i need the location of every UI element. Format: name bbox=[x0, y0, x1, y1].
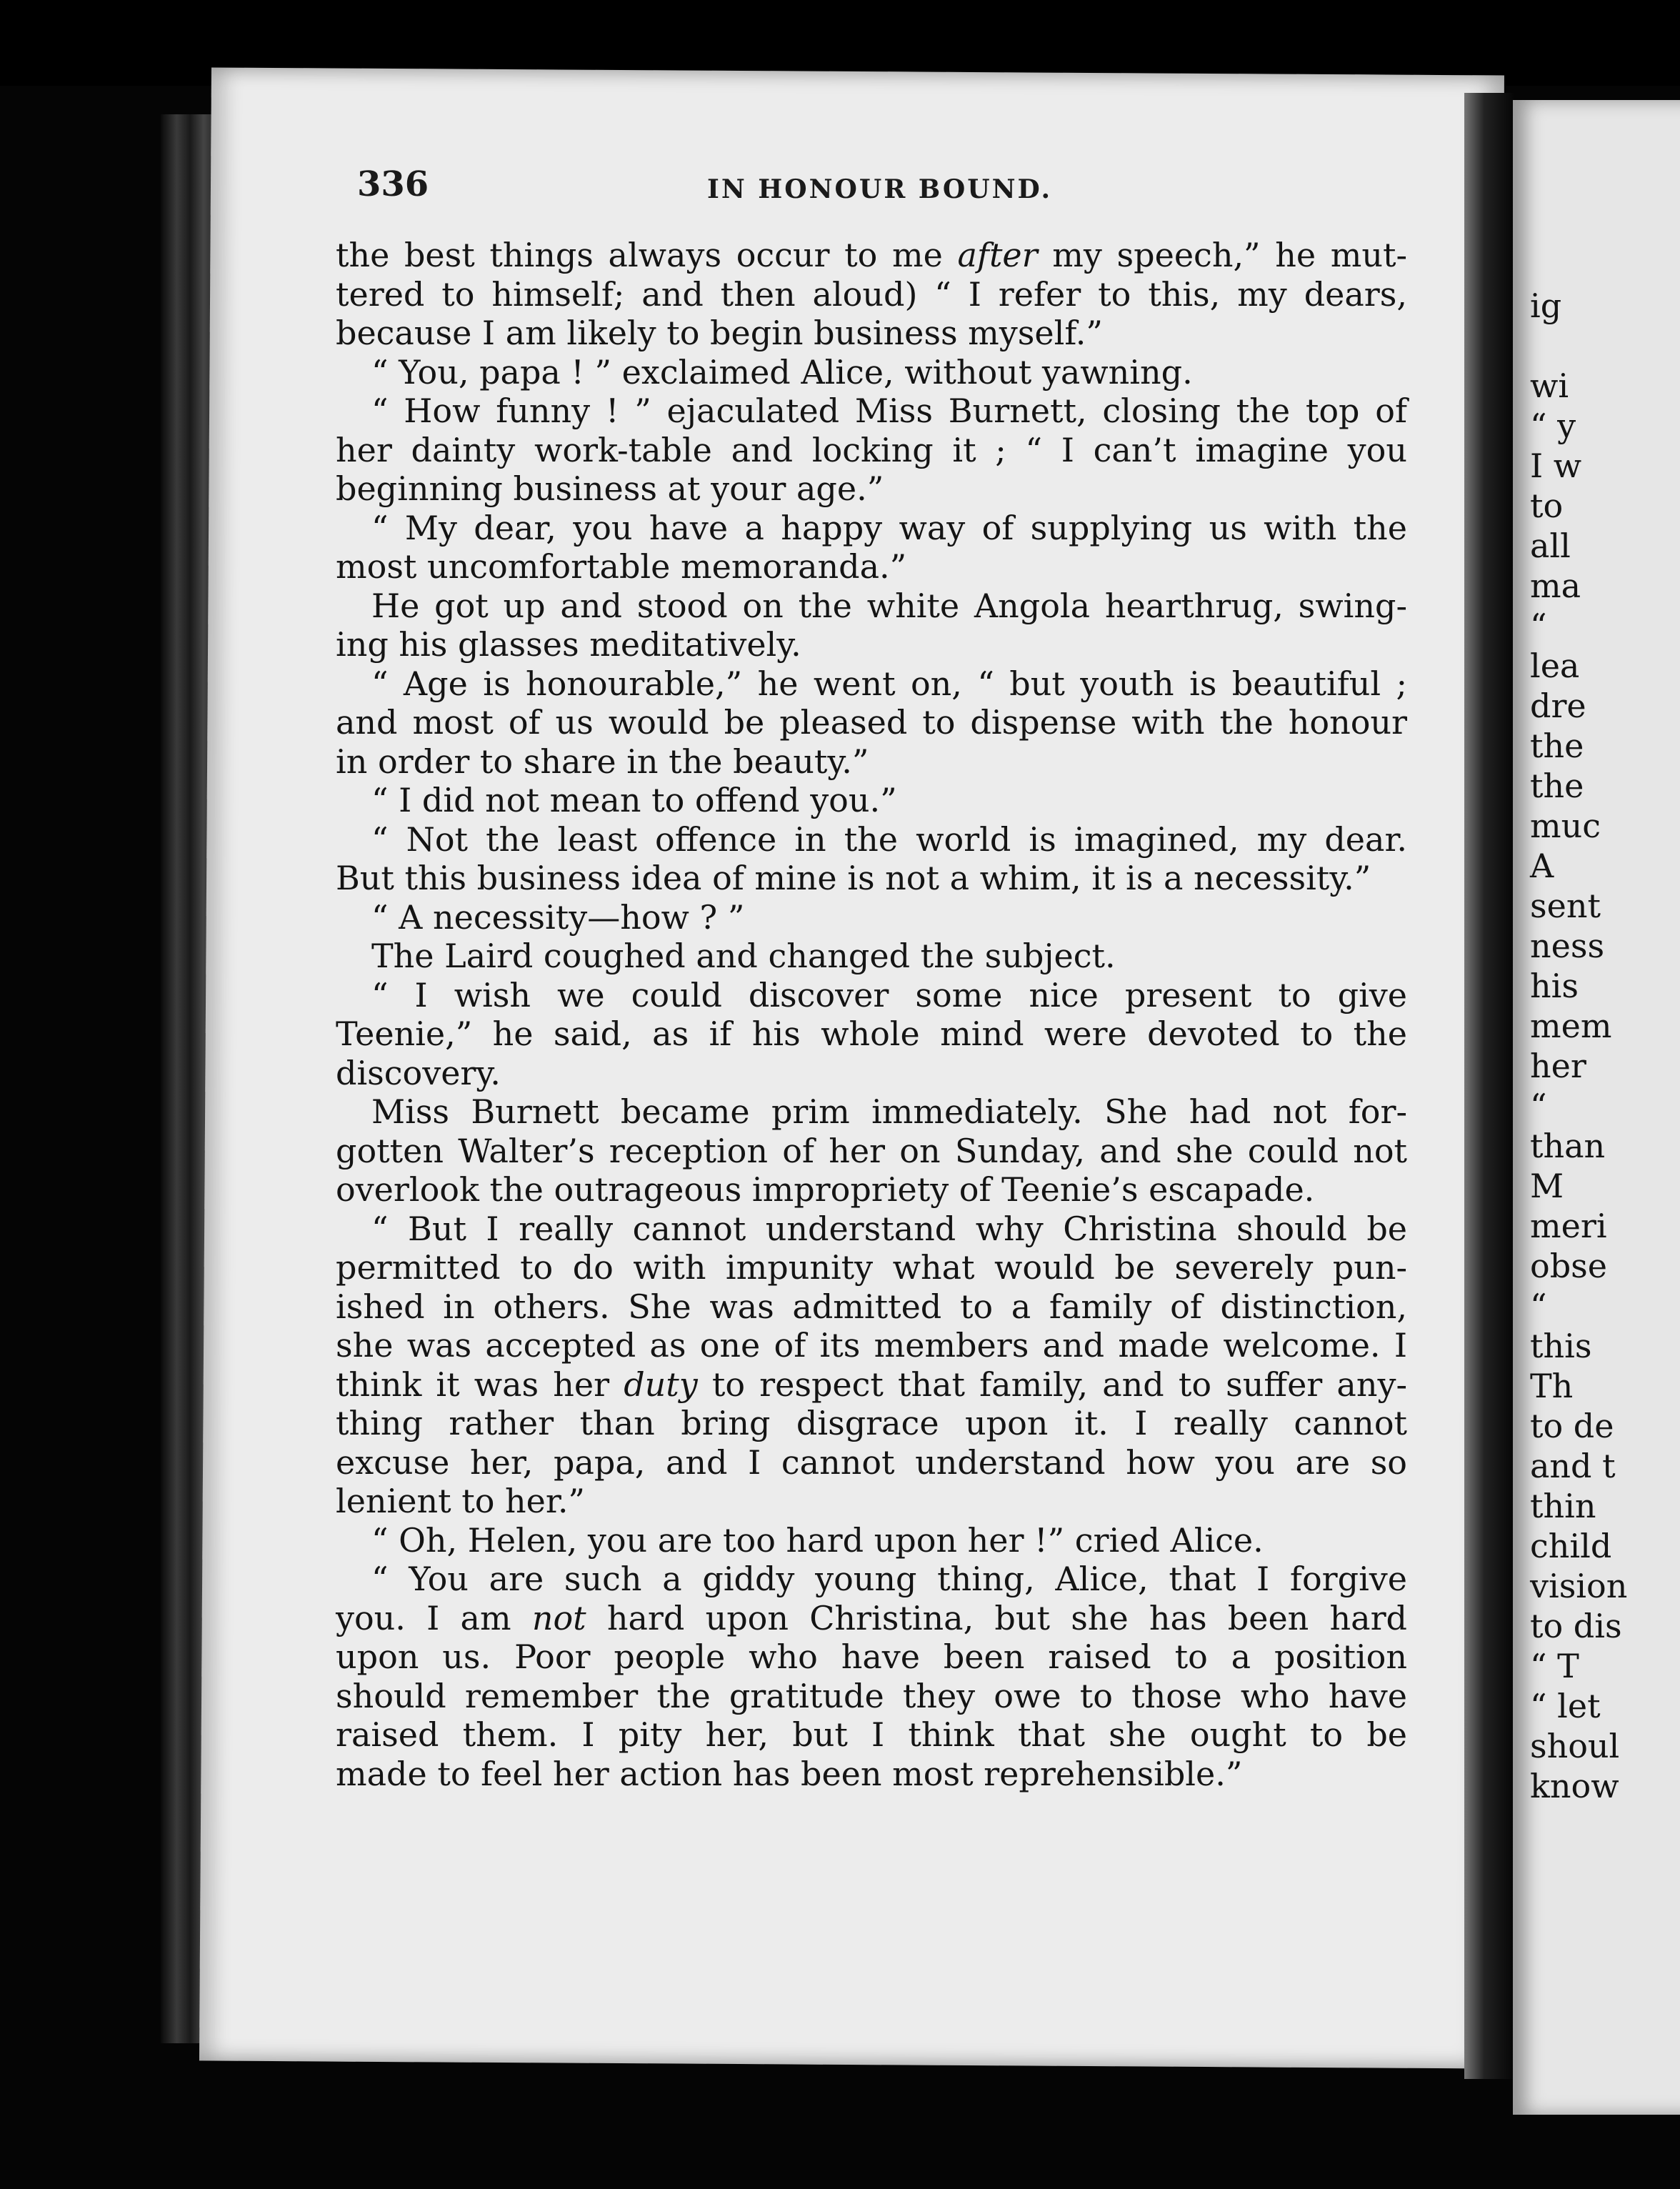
facing-page-line: “ let bbox=[1530, 1687, 1601, 1725]
facing-page-line: shoul bbox=[1530, 1727, 1620, 1765]
text-line: “ I wish we could discover some nice present to give bbox=[371, 975, 1407, 1014]
facing-page-line: “ bbox=[1530, 1287, 1547, 1325]
page-header-title: IN HONOUR BOUND. bbox=[707, 174, 1052, 204]
running-head bbox=[357, 164, 1457, 207]
text-line: “ A necessity—how ? ” bbox=[371, 897, 745, 937]
facing-page-line: A bbox=[1530, 847, 1554, 885]
facing-page-line: to bbox=[1530, 487, 1564, 525]
text-line: upon us. Poor people who have been raised to a position bbox=[336, 1637, 1407, 1676]
italic-word: not bbox=[531, 1598, 586, 1637]
text-line: He got up and stood on the white Angola hearthrug, swing- bbox=[371, 586, 1407, 625]
facing-page-line: Th bbox=[1530, 1367, 1574, 1405]
text-line: and most of us would be pleased to dispense with the honour bbox=[336, 703, 1407, 742]
facing-page-line: “ bbox=[1530, 1087, 1547, 1125]
text-line: “ Age is honourable,” he went on, “ but youth is beautiful ; bbox=[371, 664, 1407, 703]
text-line: overlook the outrageous impropriety of Teenie’s escapade. bbox=[336, 1170, 1315, 1209]
text-line: “ Not the least offence in the world is imagined, my dear. bbox=[371, 819, 1407, 859]
facing-page-line: ig bbox=[1530, 286, 1562, 325]
facing-page-line: muc bbox=[1530, 807, 1601, 845]
facing-page-line: meri bbox=[1530, 1207, 1607, 1245]
facing-page-line: know bbox=[1530, 1767, 1619, 1805]
text-line: “ How funny ! ” ejaculated Miss Burnett, closing the top of bbox=[371, 392, 1407, 430]
text-line: most uncomfortable memoranda.” bbox=[336, 547, 907, 586]
text-line: “ But I really cannot understand why Christina should be bbox=[371, 1209, 1407, 1248]
text-line: excuse her, papa, and I cannot understand how you are so bbox=[336, 1442, 1407, 1482]
text-line: because I am likely to begin business myself.” bbox=[336, 314, 1103, 352]
text-line: Teenie,” he said, as if his whole mind were devoted to the bbox=[336, 1014, 1407, 1053]
text-line: ing his glasses meditatively. bbox=[336, 625, 801, 664]
facing-page-line: lea bbox=[1530, 647, 1580, 685]
facing-page-text bbox=[1530, 286, 1627, 1806]
text-line: lenient to her.” bbox=[336, 1482, 585, 1520]
text-line: The Laird coughed and changed the subject. bbox=[371, 937, 1116, 975]
facing-page-line: the bbox=[1530, 727, 1584, 765]
text-line: ished in others. She was admitted to a family of distinction, bbox=[336, 1287, 1407, 1326]
text-line: But this business idea of mine is not a whim, it is a necessity.” bbox=[336, 859, 1371, 897]
facing-page-line: wi bbox=[1530, 367, 1569, 405]
facing-page-line: all bbox=[1530, 527, 1571, 565]
text-line: you. I am not hard upon Christina, but she has been hard bbox=[336, 1598, 1407, 1637]
text-line: discovery. bbox=[336, 1053, 501, 1092]
text-line: beginning business at your age.” bbox=[336, 469, 884, 508]
facing-page-line: vision bbox=[1530, 1567, 1628, 1605]
text-line: permitted to do with impunity what would be severely pun- bbox=[336, 1248, 1407, 1287]
italic-word: after bbox=[957, 236, 1038, 274]
text-line: tered to himself; and then aloud) “ I refer to this, my dears, bbox=[336, 274, 1407, 314]
text-line: “ Oh, Helen, you are too hard upon her !” cried Alice. bbox=[371, 1520, 1264, 1560]
facing-page-line: child bbox=[1530, 1527, 1612, 1565]
italic-word: duty bbox=[624, 1365, 698, 1404]
text-line: “ My dear, you have a happy way of supplying us with the bbox=[371, 508, 1407, 547]
facing-page-line: obse bbox=[1530, 1247, 1607, 1285]
book-gutter bbox=[1464, 93, 1514, 2079]
text-line: gotten Walter’s reception of her on Sunday, and she could not bbox=[336, 1131, 1407, 1170]
text-line: made to feel her action has been most reprehensible.” bbox=[336, 1754, 1243, 1793]
facing-page-line: this bbox=[1530, 1327, 1592, 1365]
facing-page-line: ma bbox=[1530, 567, 1581, 605]
facing-page-line: M bbox=[1530, 1167, 1564, 1205]
text-line: “ You, papa ! ” exclaimed Alice, without yawning. bbox=[371, 352, 1193, 392]
text-line: her dainty work-table and locking it ; “ I can’t imagine you bbox=[336, 430, 1407, 469]
facing-page-line: and t bbox=[1530, 1447, 1616, 1485]
facing-page-line: “ bbox=[1530, 607, 1547, 645]
facing-page-line bbox=[1530, 326, 1627, 366]
facing-page-line: mem bbox=[1530, 1007, 1612, 1045]
facing-page-line: her bbox=[1530, 1047, 1586, 1085]
facing-page-line: thin bbox=[1530, 1487, 1596, 1525]
facing-page-line: “ y bbox=[1530, 407, 1576, 445]
facing-page-line: I w bbox=[1530, 447, 1582, 485]
text-line: “ You are such a giddy young thing, Alice, that I forgive bbox=[371, 1560, 1407, 1598]
facing-page-line: sent bbox=[1530, 887, 1601, 925]
text-line: she was accepted as one of its members and made welcome. I bbox=[336, 1326, 1407, 1365]
facing-page-line: to de bbox=[1530, 1407, 1614, 1445]
text-line: should remember the gratitude they owe to those who have bbox=[336, 1676, 1407, 1715]
text-line: in order to share in the beauty.” bbox=[336, 742, 869, 781]
page-number: 336 bbox=[357, 164, 429, 204]
facing-page-line: to dis bbox=[1530, 1607, 1622, 1645]
text-line: think it was her duty to respect that family, and to suffer any- bbox=[336, 1365, 1407, 1404]
facing-page-line: than bbox=[1530, 1127, 1606, 1165]
facing-page-line: dre bbox=[1530, 687, 1586, 725]
body-text bbox=[336, 236, 1407, 1793]
facing-page-line: his bbox=[1530, 967, 1579, 1005]
text-line: “ I did not mean to offend you.” bbox=[371, 781, 897, 819]
text-line: thing rather than bring disgrace upon it. I really cannot bbox=[336, 1404, 1407, 1442]
facing-page-line: “ T bbox=[1530, 1647, 1579, 1685]
facing-page-line: the bbox=[1530, 767, 1584, 805]
text-line: Miss Burnett became prim immediately. She had not for- bbox=[371, 1092, 1407, 1131]
text-line: raised them. I pity her, but I think that she ought to be bbox=[336, 1715, 1407, 1754]
text-line: the best things always occur to me after my speech,” he mut- bbox=[336, 236, 1407, 274]
facing-page-line: ness bbox=[1530, 927, 1605, 965]
